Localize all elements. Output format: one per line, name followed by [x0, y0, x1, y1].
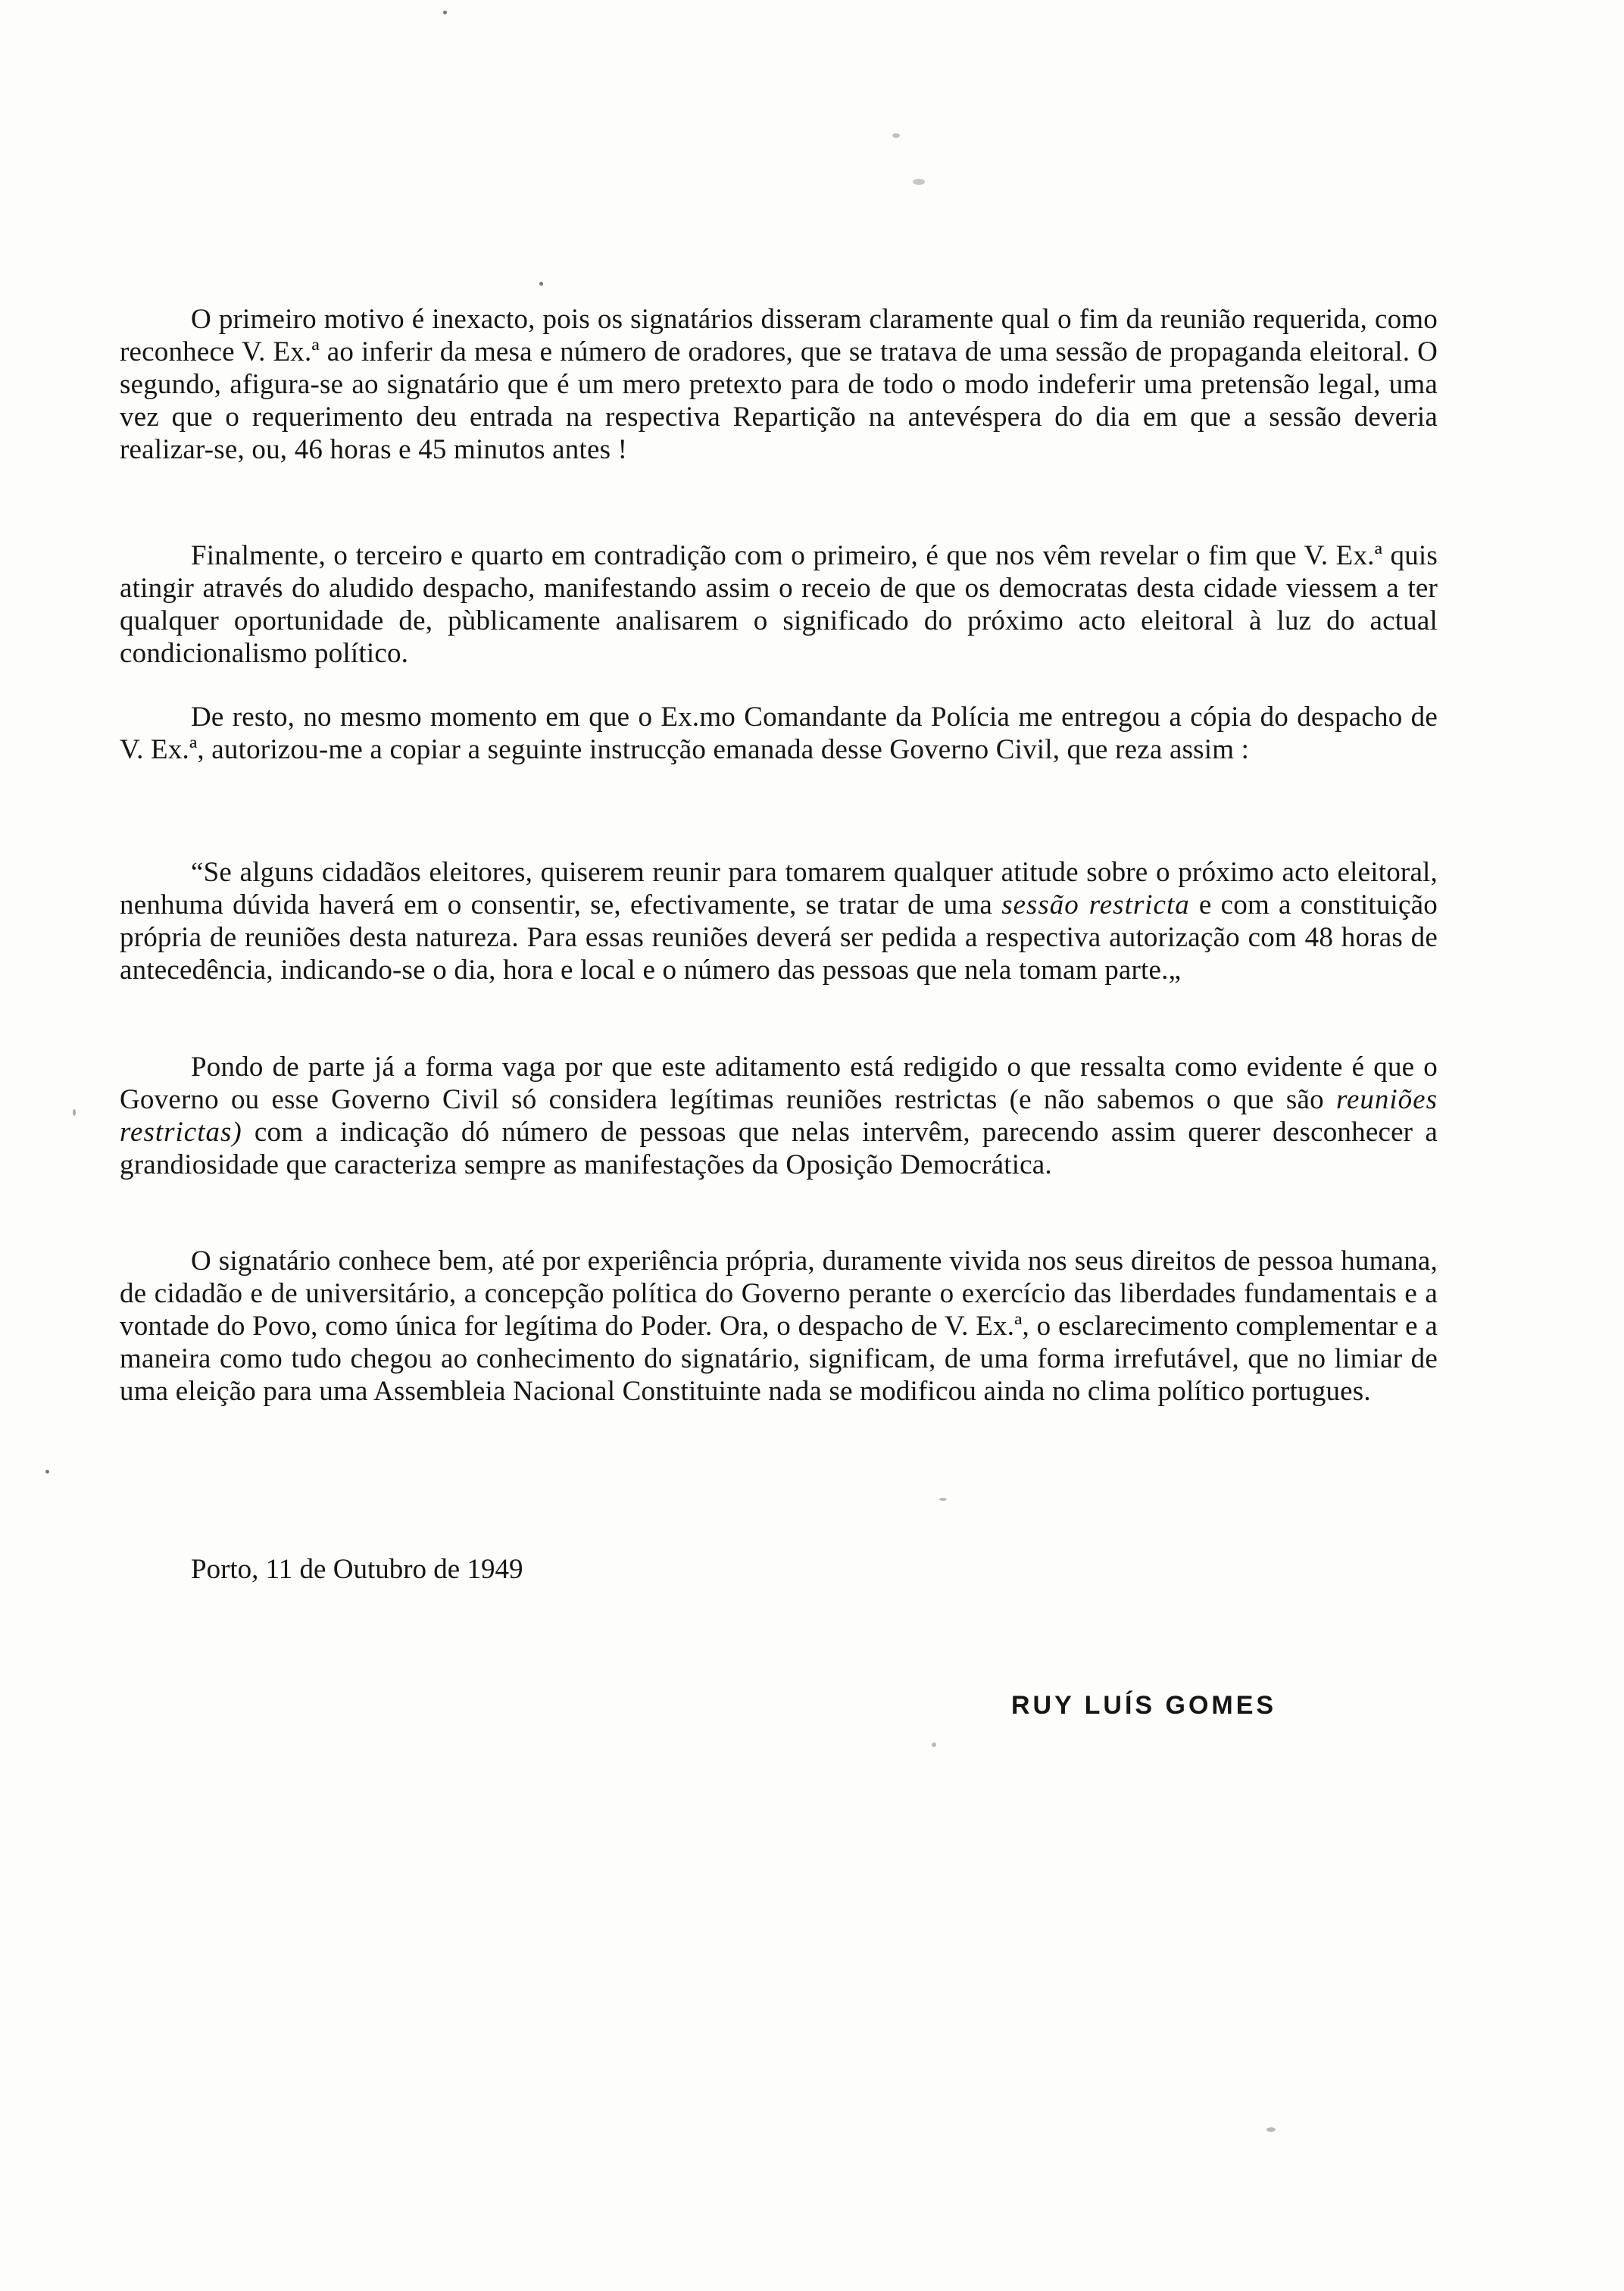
paragraph-text — [120, 701, 1438, 766]
signature: RUY LUÍS GOMES — [1011, 1691, 1277, 1720]
date-line: Porto, 11 de Outubro de 1949 — [191, 1554, 523, 1585]
scan-speck — [913, 179, 925, 185]
scan-speck — [1266, 2127, 1276, 2132]
scan-speck — [939, 1498, 947, 1501]
paragraph-de-resto — [120, 701, 1438, 766]
text-run: De resto, no mesmo momento em que o Ex.mo Comandante da Polícia me entregou a cópia do despacho de V. Ex.ª, autorizou-me a copiar a seguinte instrucção emanada desse Governo Civil, que reza assim : — [120, 702, 1438, 765]
paragraph-text — [120, 1051, 1438, 1181]
paragraph-text — [120, 1245, 1438, 1408]
text-run: Finalmente, o terceiro e quarto em contradição com o primeiro, é que nos vêm revelar o fim que V. Ex.ª quis atingir através do aludido despacho, manifestando assim o receio de que os democratas desta cidade viessem a ter qualquer oportunidade de, pùblicamente analisarem o significado do próximo acto eleitoral à luz do actual condicionalismo político. — [120, 540, 1438, 669]
paragraph-pondo-de-parte — [120, 1051, 1438, 1181]
quoted-instruction — [120, 856, 1438, 986]
paragraph-text — [120, 539, 1438, 670]
text-run: e com a constituição própria de reuniões desta natureza. Para essas reuniões deverá ser pedida a respectiva autorização com 48 horas de antecedência, indicando-se o dia, hora e local e o número das pessoas que nela tomam parte.„ — [120, 889, 1438, 986]
paragraph-text — [120, 303, 1438, 466]
italic-phrase: sessão restricta — [1001, 889, 1190, 920]
scan-speck — [73, 1109, 76, 1116]
text-run: O signatário conhece bem, até por experiência própria, duramente vivida nos seus direitos de pessoa humana, de cidadão e de universitário, a concepção política do Governo perante o exercício das liberdades fundamentais e a vontade do Povo, como única for legítima do Poder. Ora, o despacho de V. Ex.ª, o esclarecimento complementar e a maneira como tudo chegou ao conhecimento do signatário, significam, de uma forma irrefutável, que no limiar de uma eleição para uma Assembleia Nacional Constituinte nada se modificou ainda no clima político portugues. — [120, 1246, 1438, 1407]
italic-phrase: reuniões restrictas) — [120, 1084, 1438, 1148]
text-run: “Se alguns cidadãos eleitores, quiserem reunir para tomarem qualquer atitude sobre o próximo acto eleitoral, nenhuma dúvida haverá em o consentir, se, efectivamente, se tratar de uma — [120, 857, 1438, 920]
paragraph-first-motive — [120, 303, 1438, 466]
paragraph-signatario — [120, 1245, 1438, 1408]
paragraph-text — [120, 856, 1438, 986]
scan-speck — [892, 133, 900, 138]
text-run: O primeiro motivo é inexacto, pois os signatários disseram claramente qual o fim da reunião requerida, como reconhece V. Ex.ª ao inferir da mesa e número de oradores, que se tratava de uma sessão de propaganda eleitoral. O segundo, afigura-se ao signatário que é um mero pretexto para de todo o modo indeferir uma pretensão legal, uma vez que o requerimento deu entrada na respectiva Repartição na antevéspera do dia em que a sessão deveria realizar-se, ou, 46 horas e 45 minutos antes ! — [120, 304, 1438, 465]
scan-speck — [932, 1742, 936, 1747]
scan-speck — [443, 11, 447, 14]
scan-speck — [45, 1470, 49, 1474]
scan-speck — [539, 282, 543, 286]
paragraph-finally — [120, 539, 1438, 670]
text-run: Pondo de parte já a forma vaga por que este aditamento está redigido o que ressalta como evidente é que o Governo ou esse Governo Civil só considera legítimas reuniões restrictas (e não sabemos o que são — [120, 1052, 1438, 1115]
text-run: com a indicação dó número de pessoas que nelas intervêm, parecendo assim querer desconhecer a grandiosidade que caracteriza sempre as manifestações da Oposição Democrática. — [120, 1117, 1438, 1180]
